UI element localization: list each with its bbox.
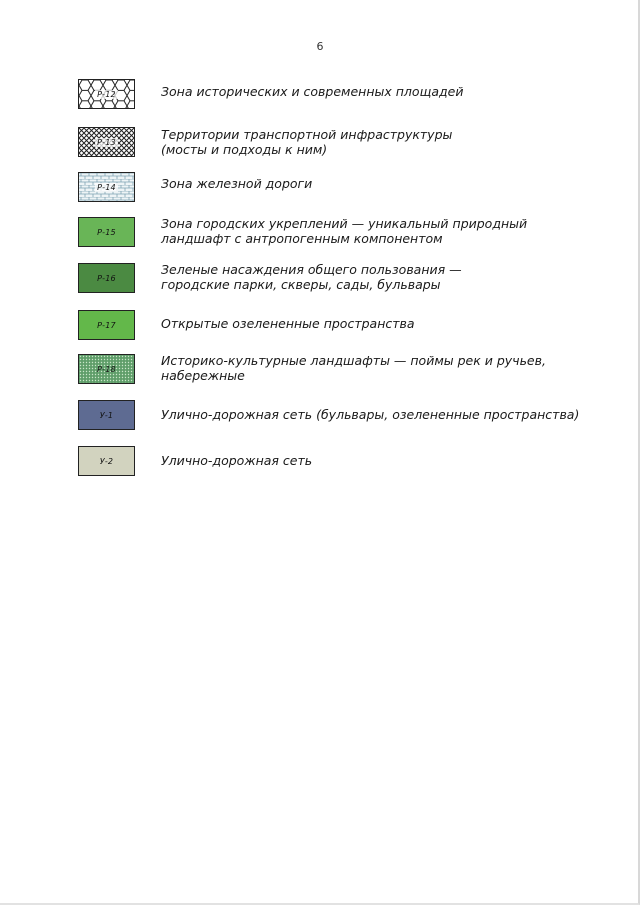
legend-description xyxy=(161,127,452,157)
legend-description xyxy=(161,316,415,331)
swatch-r16 xyxy=(78,263,135,293)
swatch-u2 xyxy=(78,446,135,476)
legend-line: Зона железной дороги xyxy=(161,176,313,191)
legend-line: Улично-дорожная сеть (бульвары, озелененные пространства) xyxy=(161,407,580,422)
legend-line: Открытые озелененные пространства xyxy=(161,316,415,331)
legend-line: Зона городских укреплений — уникальный природный xyxy=(161,216,528,231)
swatch-code: Р-17 xyxy=(97,320,116,330)
legend-line: набережные xyxy=(161,368,245,383)
swatch-code-wrap xyxy=(79,311,134,339)
legend-line: городские парки, скверы, сады, бульвары xyxy=(161,277,441,292)
swatch-r18 xyxy=(78,354,135,384)
swatch-code: У-1 xyxy=(99,410,114,420)
legend-description xyxy=(161,353,546,383)
swatch-r17 xyxy=(78,310,135,340)
swatch-code-wrap xyxy=(79,355,134,383)
swatch-code-wrap xyxy=(79,128,134,156)
swatch-code-wrap xyxy=(79,401,134,429)
swatch-code: Р-12 xyxy=(97,89,116,99)
legend-line: Зона исторических и современных площадей xyxy=(161,84,464,99)
swatch-code-wrap xyxy=(79,80,134,108)
swatch-r14 xyxy=(78,172,135,202)
swatch-r13 xyxy=(78,127,135,157)
swatch-code-wrap xyxy=(79,447,134,475)
swatch-code-wrap xyxy=(79,218,134,246)
legend-description xyxy=(161,216,527,246)
legend-description xyxy=(161,262,462,292)
legend-line: (мосты и подходы к ним) xyxy=(161,142,328,157)
legend-description xyxy=(161,407,579,422)
swatch-code: Р-13 xyxy=(97,137,116,147)
swatch-code: Р-14 xyxy=(97,182,116,192)
swatch-code: У-2 xyxy=(99,456,114,466)
legend-line: Зеленые насаждения общего пользования — xyxy=(161,262,462,277)
legend-line: Историко-культурные ландшафты — поймы рек и ручьев, xyxy=(161,353,546,368)
legend-line: Территории транспортной инфраструктуры xyxy=(161,127,453,142)
swatch-code: Р-18 xyxy=(97,364,116,374)
legend-description xyxy=(161,84,463,99)
swatch-u1 xyxy=(78,400,135,430)
legend-line: ландшафт с антропогенным компонентом xyxy=(161,231,443,246)
legend-description xyxy=(161,453,312,468)
page-number: 6 xyxy=(316,40,324,53)
swatch-r15 xyxy=(78,217,135,247)
legend-description xyxy=(161,176,312,191)
swatch-r12 xyxy=(78,79,135,109)
swatch-code: Р-15 xyxy=(97,227,116,237)
swatch-code-wrap xyxy=(79,264,134,292)
legend-line: Улично-дорожная сеть xyxy=(161,453,313,468)
swatch-code: Р-16 xyxy=(97,273,116,283)
swatch-code-wrap xyxy=(79,173,134,201)
